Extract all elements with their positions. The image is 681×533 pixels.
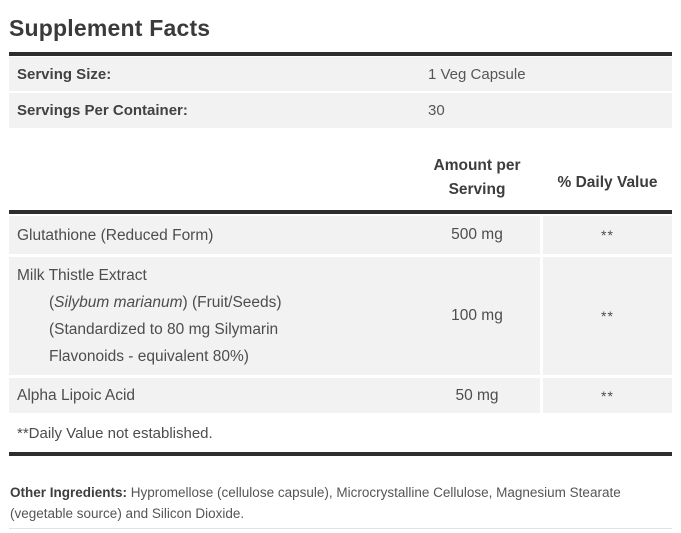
daily-value-cell: **: [543, 216, 672, 254]
bottom-rule: [9, 452, 672, 456]
panel-title: Supplement Facts: [9, 15, 211, 41]
milk-thistle-name-cell: [9, 257, 540, 375]
servings-per-container-value: 30: [428, 102, 445, 119]
botanical-name: Silybum marianum: [54, 294, 183, 311]
glutathione-name-cell: [9, 216, 540, 254]
ingredient-amount: 50 mg: [455, 386, 499, 404]
amount-header-line1: Amount per: [433, 157, 521, 174]
ingredient-name: Milk Thistle Extract: [17, 267, 147, 284]
bottom-hairline: [9, 528, 672, 529]
column-headers: [9, 128, 672, 210]
daily-value-footnote: **Daily Value not established.: [17, 425, 213, 442]
ingredient-name: Glutathione (Reduced Form): [17, 226, 214, 244]
other-ingredients: [9, 482, 672, 524]
daily-value-cell: **: [543, 257, 672, 375]
ingredient-amount: 100 mg: [451, 307, 503, 324]
other-ingredients-label: Other Ingredients:: [10, 485, 128, 500]
ingredient-amount: 500 mg: [451, 226, 503, 243]
serving-size-value: 1 Veg Capsule: [428, 65, 526, 83]
amount-header-line2: Serving: [448, 181, 506, 198]
other-ingredients-text: Hypromellose (cellulose capsule), Microcrystalline Cellulose, Magnesium Stearate (vegetable source) and Silicon Dioxide.: [10, 485, 621, 521]
table-row-milk-thistle: [9, 257, 672, 375]
table-row-alpha-lipoic-acid: [9, 378, 672, 413]
daily-value-header: % Daily Value: [557, 174, 658, 191]
daily-value-cell: **: [543, 378, 672, 413]
header-rule: [9, 210, 672, 214]
nutrient-rows: [9, 216, 672, 413]
ingredient-name: Alpha Lipoic Acid: [17, 387, 136, 404]
ingredient-detail-line2: (Standardized to 80 mg Silymarin: [49, 321, 279, 338]
serving-size-label: Serving Size:: [17, 65, 112, 83]
top-rule: [9, 52, 672, 56]
amount-per-serving-header: [387, 154, 567, 202]
ingredient-detail-line1: (Silybum marianum) (Fruit/Seeds): [49, 294, 282, 311]
alpha-lipoic-name-cell: [9, 378, 540, 413]
servings-per-container-row: [9, 93, 672, 128]
serving-size-row: [9, 57, 672, 91]
table-row-glutathione: [9, 216, 672, 254]
ingredient-detail-line3: Flavonoids - equivalent 80%): [49, 348, 249, 365]
servings-per-container-label: Servings Per Container:: [17, 102, 188, 119]
